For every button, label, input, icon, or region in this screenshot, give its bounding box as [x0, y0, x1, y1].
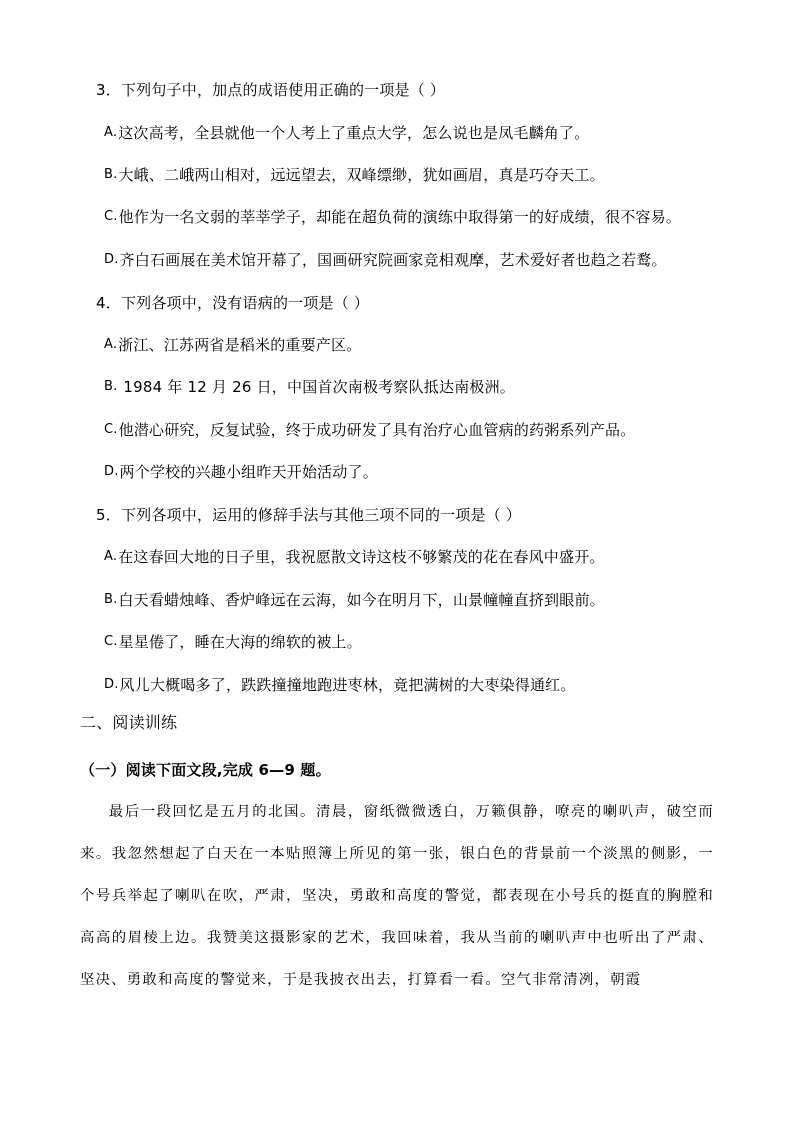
option-text: 1984 年 12 月 26 日，中国首次南极考察队抵达南极洲。 — [118, 378, 516, 396]
option-label: C. — [104, 209, 118, 224]
question-4-option-b — [104, 377, 515, 397]
option-label: B. — [104, 379, 118, 394]
option-text: 两个学校的兴趣小组昨天开始活动了。 — [119, 463, 378, 481]
question-3-option-b — [104, 165, 605, 185]
question-4-stem: 4．下列各项中，没有语病的一项是（ ） — [96, 294, 370, 312]
option-text: 大峨、二峨两山相对，远远望去，双峰缥缈，犹如画眉，真是巧夺天工。 — [118, 166, 605, 184]
option-label: C. — [104, 634, 118, 649]
option-label: C. — [104, 422, 118, 437]
option-label: A. — [104, 337, 118, 352]
option-label: D. — [104, 464, 119, 479]
reading-passage — [80, 791, 714, 1001]
option-label: D. — [104, 677, 119, 692]
option-text: 白天看蜡烛峰、香炉峰远在云海，如今在明月下，山景幢幢直挤到眼前。 — [118, 591, 605, 609]
question-4-option-d — [104, 462, 378, 482]
option-text: 星星倦了，睡在大海的绵软的被上。 — [118, 633, 362, 651]
question-4-option-c — [104, 420, 635, 440]
question-5-option-d — [104, 675, 576, 695]
option-text: 他潜心研究，反复试验，终于成功研发了具有治疗心血管病的药粥系列产品。 — [118, 421, 636, 439]
question-3-stem: 3．下列句子中，加点的成语使用正确的一项是（ ） — [96, 81, 446, 99]
question-5-option-b — [104, 590, 605, 610]
passage-paragraph: 最后一段回忆是五月的北国。清晨，窗纸微微透白，万籁俱静，嘹亮的喇叭声，破空而来。我忽然想起了白天在一本贴照簿上所见的第一张，银白色的背景前一个淡黑的侧影，一个号兵举起了喇叭在吹，严肃，坚决，勇敢和高度的警觉，都表现在小号兵的挺直的胸膛和高高的眉棱上边。我赞美这摄影家的艺术，我回味着，我从当前的喇叭声中也听出了严肃、坚决、勇敢和高度的警觉来，于是我披衣出去，打算看一看。空气非常清冽，朝霞 — [80, 804, 714, 988]
option-label: A. — [104, 125, 118, 140]
question-5-option-c — [104, 632, 362, 652]
option-label: D. — [104, 252, 119, 267]
question-5-stem: 5．下列各项中，运用的修辞手法与其他三项不同的一项是（ ） — [96, 506, 522, 524]
question-4-option-a — [104, 335, 361, 355]
option-text: 他作为一名文弱的莘莘学子，却能在超负荷的演练中取得第一的好成绩，很不容易。 — [118, 208, 682, 226]
option-text: 浙江、江苏两省是稻米的重要产区。 — [118, 336, 362, 354]
option-text: 风儿大概喝多了，跌跌撞撞地跑进枣林，竟把满树的大枣染得通红。 — [119, 676, 576, 694]
question-3-option-d — [104, 250, 667, 270]
option-text: 在这春回大地的日子里，我祝愿散文诗这枝不够繁茂的花在春风中盛开。 — [118, 548, 605, 566]
question-5-option-a — [104, 547, 605, 567]
option-text: 这次高考，全县就他一个人考上了重点大学，怎么说也是凤毛麟角了。 — [118, 124, 590, 142]
section-subtitle: （一）阅读下面文段,完成 6—9 题。 — [80, 761, 331, 779]
option-label: B. — [104, 167, 118, 182]
section-title: 二、阅读训练 — [80, 713, 178, 732]
question-3-option-a — [104, 123, 589, 143]
option-label: A. — [104, 549, 118, 564]
option-label: B. — [104, 592, 118, 607]
option-text: 齐白石画展在美术馆开幕了，国画研究院画家竞相观摩，艺术爱好者也趋之若鹜。 — [119, 251, 667, 269]
question-3-option-c — [104, 207, 681, 227]
